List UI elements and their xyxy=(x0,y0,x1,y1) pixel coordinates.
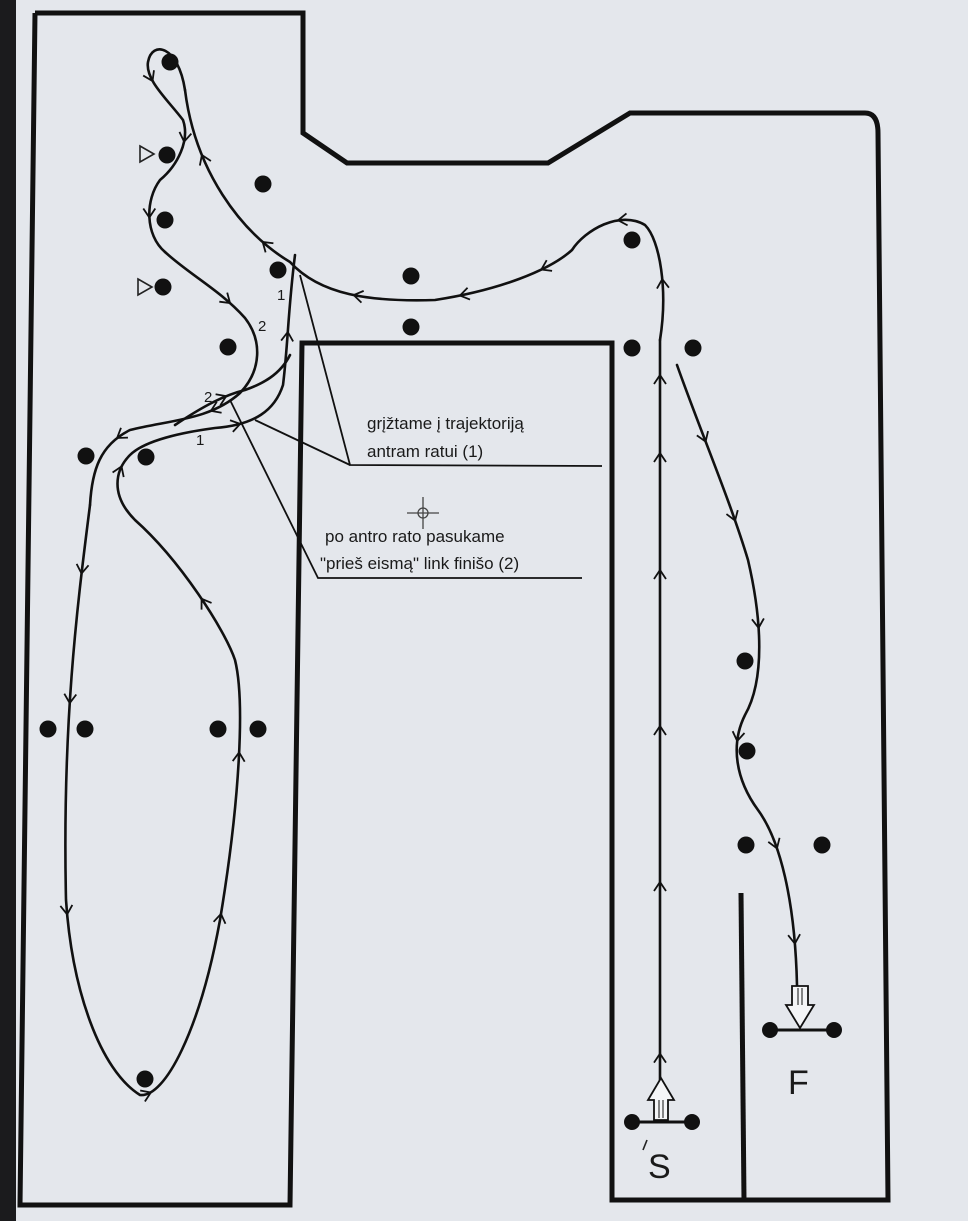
cone xyxy=(270,262,287,279)
leader-return xyxy=(300,275,602,466)
cone xyxy=(78,448,95,465)
cone xyxy=(77,721,94,738)
gate-triangle-icon xyxy=(138,279,152,295)
cone xyxy=(159,147,176,164)
annotation-return-line1: grįžtame į trajektoriją xyxy=(367,414,524,433)
cone xyxy=(220,339,237,356)
cone xyxy=(155,279,172,296)
lap-marker-2-top: 2 xyxy=(258,318,267,335)
route-second-lap-crossing xyxy=(175,355,290,425)
cone xyxy=(814,837,831,854)
route-to-finish xyxy=(677,365,797,985)
finish-label: F xyxy=(788,1064,809,1102)
route-descent-to-chicane xyxy=(90,252,257,505)
route-upper-arc xyxy=(185,90,663,340)
annotation-turn-line2: "prieš eismą" link finišo (2) xyxy=(320,554,520,573)
start-tick xyxy=(643,1140,647,1150)
cone xyxy=(157,212,174,229)
start-label: S xyxy=(648,1148,671,1186)
cone xyxy=(737,653,754,670)
cone xyxy=(624,232,641,249)
cone xyxy=(624,340,641,357)
start-finish-divider xyxy=(741,893,744,1200)
crosshair-icon xyxy=(407,497,439,529)
annotation-return-line2: antram ratui (1) xyxy=(367,442,484,461)
left-edge xyxy=(0,0,16,1221)
lap-marker-1-top: 1 xyxy=(277,287,286,304)
finish-gate xyxy=(762,986,842,1038)
cone xyxy=(138,449,155,466)
cone xyxy=(738,837,755,854)
route-left-loop xyxy=(65,255,295,1095)
cone xyxy=(210,721,227,738)
cone xyxy=(40,721,57,738)
cone xyxy=(403,319,420,336)
cone xyxy=(137,1071,154,1088)
start-gate xyxy=(624,1078,700,1130)
gate-triangle-icon xyxy=(140,146,154,162)
annotation-turn-line1: po antro rato pasukame xyxy=(325,527,505,546)
cone xyxy=(255,176,272,193)
lap-marker-1-lower: 1 xyxy=(196,432,205,449)
cone xyxy=(403,268,420,285)
cone xyxy=(162,54,179,71)
start-arrow-icon xyxy=(648,1078,674,1120)
cone xyxy=(739,743,756,760)
finish-arrow-icon xyxy=(786,986,814,1028)
cone xyxy=(685,340,702,357)
cone xyxy=(250,721,267,738)
lap-marker-2-lower: 2 xyxy=(204,389,213,406)
